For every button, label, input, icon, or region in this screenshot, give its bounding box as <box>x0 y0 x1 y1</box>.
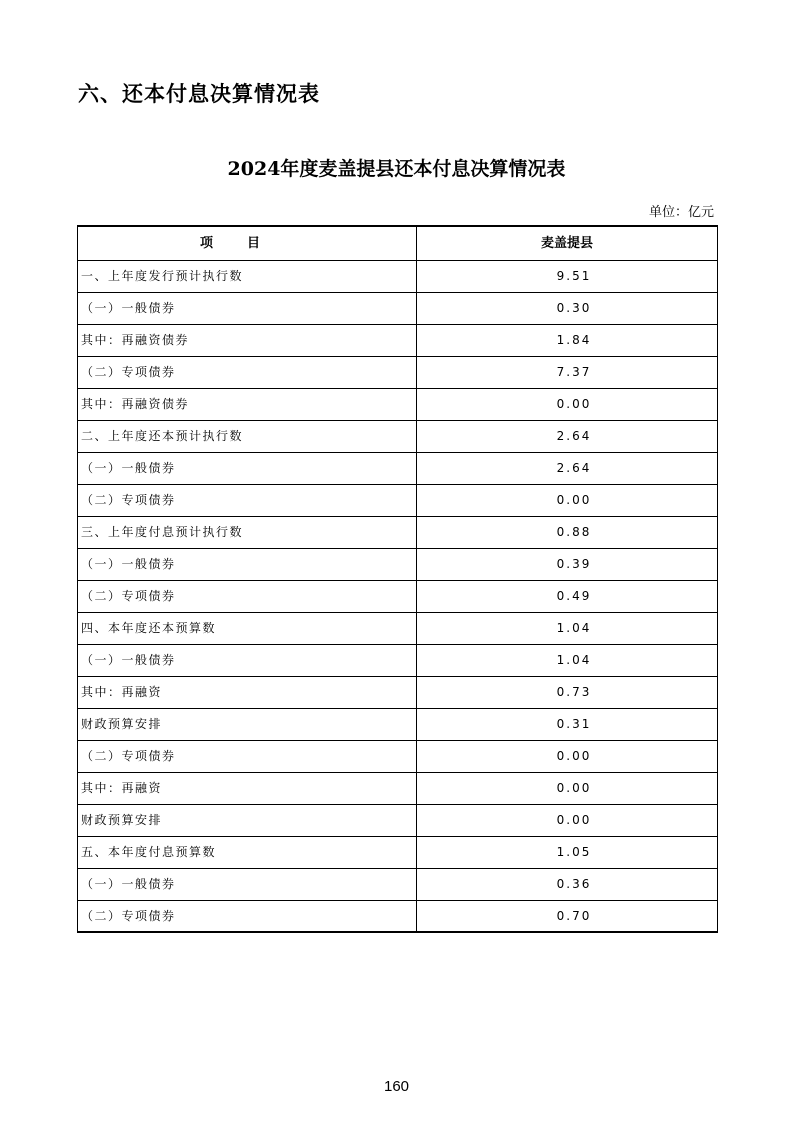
row-item: （二）专项债券 <box>78 356 417 388</box>
header-region: 麦盖提县 <box>417 226 718 260</box>
row-value: 1.04 <box>417 644 718 676</box>
row-value: 0.39 <box>417 548 718 580</box>
row-item: （二）专项债券 <box>78 900 417 932</box>
row-value: 0.00 <box>417 388 718 420</box>
row-item: （一）一般债券 <box>78 548 417 580</box>
row-value: 1.84 <box>417 324 718 356</box>
row-value: 0.36 <box>417 868 718 900</box>
row-item: 其中：再融资债券 <box>78 324 417 356</box>
row-value: 0.88 <box>417 516 718 548</box>
table-header <box>78 226 718 260</box>
unit-label: 单位：亿元 <box>648 205 714 220</box>
row-item: 财政预算安排 <box>78 804 417 836</box>
table-row <box>78 772 718 804</box>
table-header-row <box>78 226 718 260</box>
row-value: 0.00 <box>417 484 718 516</box>
table-row <box>78 740 718 772</box>
row-value: 7.37 <box>417 356 718 388</box>
row-item: 其中：再融资债券 <box>78 388 417 420</box>
table-row <box>78 836 718 868</box>
table-row <box>78 676 718 708</box>
row-item: （二）专项债券 <box>78 580 417 612</box>
row-item: 二、上年度还本预计执行数 <box>78 420 417 452</box>
table-row <box>78 612 718 644</box>
row-item: （一）一般债券 <box>78 644 417 676</box>
table-row <box>78 356 718 388</box>
table-row <box>78 452 718 484</box>
repayment-table <box>77 225 718 933</box>
row-item: 财政预算安排 <box>78 708 417 740</box>
row-value: 0.00 <box>417 804 718 836</box>
row-value: 2.64 <box>417 420 718 452</box>
row-value: 0.30 <box>417 292 718 324</box>
row-item: 五、本年度付息预算数 <box>78 836 417 868</box>
row-value: 2.64 <box>417 452 718 484</box>
table-row <box>78 644 718 676</box>
table-row <box>78 484 718 516</box>
table-row <box>78 868 718 900</box>
row-value: 9.51 <box>417 260 718 292</box>
table-body <box>78 260 718 932</box>
row-value: 0.49 <box>417 580 718 612</box>
section-heading: 六、还本付息决算情况表 <box>78 82 320 106</box>
table-row <box>78 420 718 452</box>
row-item: 其中：再融资 <box>78 772 417 804</box>
row-item: （一）一般债券 <box>78 292 417 324</box>
header-item <box>78 226 417 260</box>
row-value: 1.04 <box>417 612 718 644</box>
row-item: （一）一般债券 <box>78 868 417 900</box>
row-item: （二）专项债券 <box>78 740 417 772</box>
header-item-label: 项目 <box>199 235 294 251</box>
table-title: 2024年度麦盖提县还本付息决算情况表 <box>227 158 566 180</box>
row-item: 四、本年度还本预算数 <box>78 612 417 644</box>
row-value: 0.31 <box>417 708 718 740</box>
table-row <box>78 516 718 548</box>
row-item: （一）一般债券 <box>78 452 417 484</box>
row-item: 三、上年度付息预计执行数 <box>78 516 417 548</box>
row-value: 0.00 <box>417 772 718 804</box>
table-row <box>78 900 718 932</box>
table-row <box>78 708 718 740</box>
row-item: （二）专项债券 <box>78 484 417 516</box>
row-value: 0.00 <box>417 740 718 772</box>
table-row <box>78 324 718 356</box>
row-item: 其中：再融资 <box>78 676 417 708</box>
page-number: 160 <box>383 1078 410 1095</box>
row-item: 一、上年度发行预计执行数 <box>78 260 417 292</box>
table-row <box>78 388 718 420</box>
row-value: 1.05 <box>417 836 718 868</box>
row-value: 0.70 <box>417 900 718 932</box>
row-value: 0.73 <box>417 676 718 708</box>
table-row <box>78 548 718 580</box>
table-row <box>78 804 718 836</box>
table-row <box>78 260 718 292</box>
table-row <box>78 580 718 612</box>
table-row <box>78 292 718 324</box>
